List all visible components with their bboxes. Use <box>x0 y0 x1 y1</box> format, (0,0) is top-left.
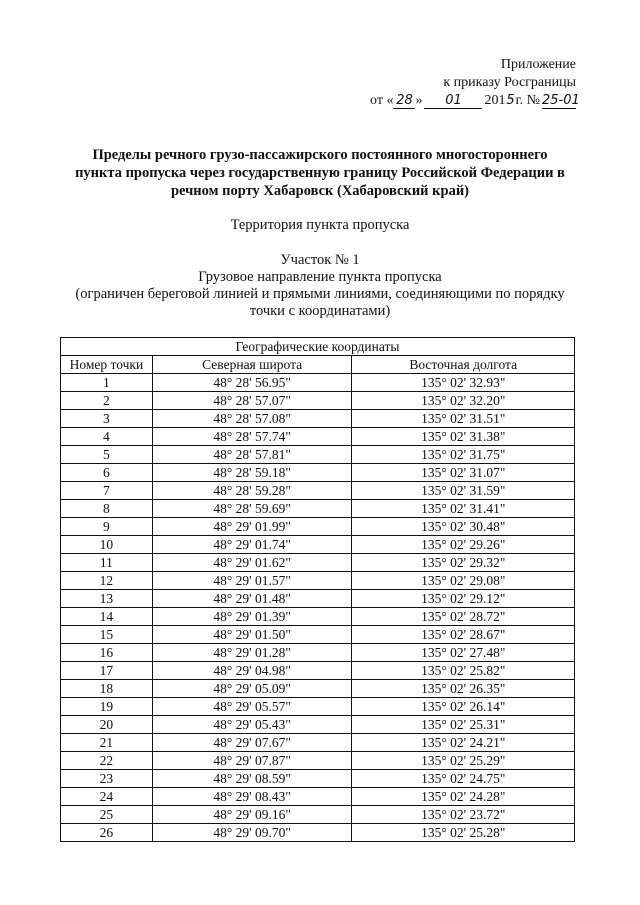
table-row <box>61 374 575 392</box>
longitude-cell: 135° 02' 29.26" <box>352 536 575 554</box>
point-number-cell: 17 <box>61 662 153 680</box>
order-close-quote: » <box>415 93 423 108</box>
order-month: 01 <box>424 94 482 109</box>
latitude-cell: 48° 29' 08.43" <box>152 788 352 806</box>
longitude-cell: 135° 02' 31.07" <box>352 464 575 482</box>
latitude-cell: 48° 29' 08.59" <box>152 770 352 788</box>
longitude-cell: 135° 02' 31.41" <box>352 500 575 518</box>
longitude-cell: 135° 02' 25.28" <box>352 824 575 842</box>
section-note-line-1: (ограничен береговой линией и прямыми линиями, соединяющими по порядку <box>75 286 565 302</box>
point-number-cell: 2 <box>61 392 153 410</box>
longitude-cell: 135° 02' 32.20" <box>352 392 575 410</box>
point-number-cell: 11 <box>61 554 153 572</box>
latitude-cell: 48° 29' 05.43" <box>152 716 352 734</box>
latitude-cell: 48° 29' 07.67" <box>152 734 352 752</box>
table-row <box>61 644 575 662</box>
latitude-cell: 48° 28' 59.28" <box>152 482 352 500</box>
table-row <box>61 734 575 752</box>
longitude-cell: 135° 02' 25.29" <box>352 752 575 770</box>
table-row <box>61 752 575 770</box>
header-latitude: Северная широта <box>152 356 352 374</box>
point-number-cell: 20 <box>61 716 153 734</box>
title-line-1: Пределы речного грузо-пассажирского постоянного многостороннего <box>92 147 548 163</box>
document-title <box>60 146 580 200</box>
title-line-2: пункта пропуска через государственную границу Российской Федерации в <box>75 165 565 181</box>
latitude-cell: 48° 28' 57.74" <box>152 428 352 446</box>
latitude-cell: 48° 29' 05.09" <box>152 680 352 698</box>
table-row <box>61 716 575 734</box>
table-row <box>61 680 575 698</box>
point-number-cell: 15 <box>61 626 153 644</box>
header-longitude: Восточная долгота <box>352 356 575 374</box>
point-number-cell: 8 <box>61 500 153 518</box>
point-number-cell: 12 <box>61 572 153 590</box>
order-day: 28 <box>393 94 415 109</box>
header-point-number: Номер точки <box>61 356 153 374</box>
table-row <box>61 554 575 572</box>
longitude-cell: 135° 02' 24.28" <box>352 788 575 806</box>
longitude-cell: 135° 02' 24.75" <box>352 770 575 788</box>
point-number-cell: 25 <box>61 806 153 824</box>
table-row <box>61 770 575 788</box>
point-number-cell: 13 <box>61 590 153 608</box>
latitude-cell: 48° 28' 59.18" <box>152 464 352 482</box>
latitude-cell: 48° 29' 01.62" <box>152 554 352 572</box>
point-number-cell: 10 <box>61 536 153 554</box>
longitude-cell: 135° 02' 31.75" <box>352 446 575 464</box>
table-row <box>61 806 575 824</box>
latitude-cell: 48° 29' 05.57" <box>152 698 352 716</box>
coordinates-group-header: Географические координаты <box>61 338 575 356</box>
order-year-suffix: г. № <box>515 93 540 108</box>
latitude-cell: 48° 29' 01.99" <box>152 518 352 536</box>
coordinates-table-body <box>61 374 575 842</box>
longitude-cell: 135° 02' 23.72" <box>352 806 575 824</box>
point-number-cell: 16 <box>61 644 153 662</box>
longitude-cell: 135° 02' 31.59" <box>352 482 575 500</box>
table-row <box>61 500 575 518</box>
point-number-cell: 6 <box>61 464 153 482</box>
point-number-cell: 7 <box>61 482 153 500</box>
table-row <box>61 518 575 536</box>
table-row <box>61 446 575 464</box>
point-number-cell: 1 <box>61 374 153 392</box>
table-row <box>61 626 575 644</box>
latitude-cell: 48° 28' 57.81" <box>152 446 352 464</box>
longitude-cell: 135° 02' 26.14" <box>352 698 575 716</box>
latitude-cell: 48° 29' 04.98" <box>152 662 352 680</box>
point-number-cell: 18 <box>61 680 153 698</box>
latitude-cell: 48° 29' 01.39" <box>152 608 352 626</box>
order-year-prefix: 201 <box>484 93 506 108</box>
longitude-cell: 135° 02' 29.08" <box>352 572 575 590</box>
longitude-cell: 135° 02' 24.21" <box>352 734 575 752</box>
table-row <box>61 428 575 446</box>
point-number-cell: 23 <box>61 770 153 788</box>
latitude-cell: 48° 28' 57.08" <box>152 410 352 428</box>
longitude-cell: 135° 02' 29.12" <box>352 590 575 608</box>
title-line-3: речном порту Хабаровск (Хабаровский край) <box>170 183 469 199</box>
longitude-cell: 135° 02' 25.31" <box>352 716 575 734</box>
table-row <box>61 536 575 554</box>
longitude-cell: 135° 02' 25.82" <box>352 662 575 680</box>
order-date-number <box>316 92 580 110</box>
point-number-cell: 4 <box>61 428 153 446</box>
coordinates-table <box>60 337 575 842</box>
table-row <box>61 482 575 500</box>
point-number-cell: 14 <box>61 608 153 626</box>
table-row <box>61 662 575 680</box>
table-row <box>61 590 575 608</box>
table-row <box>61 410 575 428</box>
latitude-cell: 48° 29' 07.87" <box>152 752 352 770</box>
section-name: Участок № 1 <box>280 252 360 268</box>
latitude-cell: 48° 29' 09.16" <box>152 806 352 824</box>
latitude-cell: 48° 29' 01.28" <box>152 644 352 662</box>
territory-heading: Территория пункта пропуска <box>230 217 410 233</box>
point-number-cell: 22 <box>61 752 153 770</box>
section-description <box>40 252 600 320</box>
table-row <box>61 698 575 716</box>
point-number-cell: 5 <box>61 446 153 464</box>
longitude-cell: 135° 02' 27.48" <box>352 644 575 662</box>
table-row <box>61 824 575 842</box>
point-number-cell: 24 <box>61 788 153 806</box>
table-row <box>61 464 575 482</box>
latitude-cell: 48° 28' 59.69" <box>152 500 352 518</box>
section-note-line-2: точки с координатами) <box>249 303 391 319</box>
latitude-cell: 48° 29' 01.48" <box>152 590 352 608</box>
longitude-cell: 135° 02' 29.32" <box>352 554 575 572</box>
point-number-cell: 26 <box>61 824 153 842</box>
table-row <box>61 572 575 590</box>
point-number-cell: 19 <box>61 698 153 716</box>
latitude-cell: 48° 28' 57.07" <box>152 392 352 410</box>
section-direction: Грузовое направление пункта пропуска <box>198 269 442 285</box>
longitude-cell: 135° 02' 28.72" <box>352 608 575 626</box>
annex-block <box>316 56 580 110</box>
annex-order-reference: к приказу Росграницы <box>443 75 576 90</box>
table-row <box>61 788 575 806</box>
latitude-cell: 48° 29' 01.50" <box>152 626 352 644</box>
annex-heading: Приложение <box>500 57 576 72</box>
latitude-cell: 48° 29' 01.57" <box>152 572 352 590</box>
table-row <box>61 608 575 626</box>
latitude-cell: 48° 29' 09.70" <box>152 824 352 842</box>
point-number-cell: 3 <box>61 410 153 428</box>
longitude-cell: 135° 02' 28.67" <box>352 626 575 644</box>
latitude-cell: 48° 29' 01.74" <box>152 536 352 554</box>
table-row <box>61 392 575 410</box>
longitude-cell: 135° 02' 31.51" <box>352 410 575 428</box>
order-date-prefix: от « <box>370 93 394 108</box>
order-year-digit: 5 <box>506 93 515 108</box>
order-number: 25-01 <box>542 93 580 108</box>
longitude-cell: 135° 02' 30.48" <box>352 518 575 536</box>
point-number-cell: 21 <box>61 734 153 752</box>
latitude-cell: 48° 28' 56.95" <box>152 374 352 392</box>
point-number-cell: 9 <box>61 518 153 536</box>
longitude-cell: 135° 02' 26.35" <box>352 680 575 698</box>
longitude-cell: 135° 02' 32.93" <box>352 374 575 392</box>
longitude-cell: 135° 02' 31.38" <box>352 428 575 446</box>
